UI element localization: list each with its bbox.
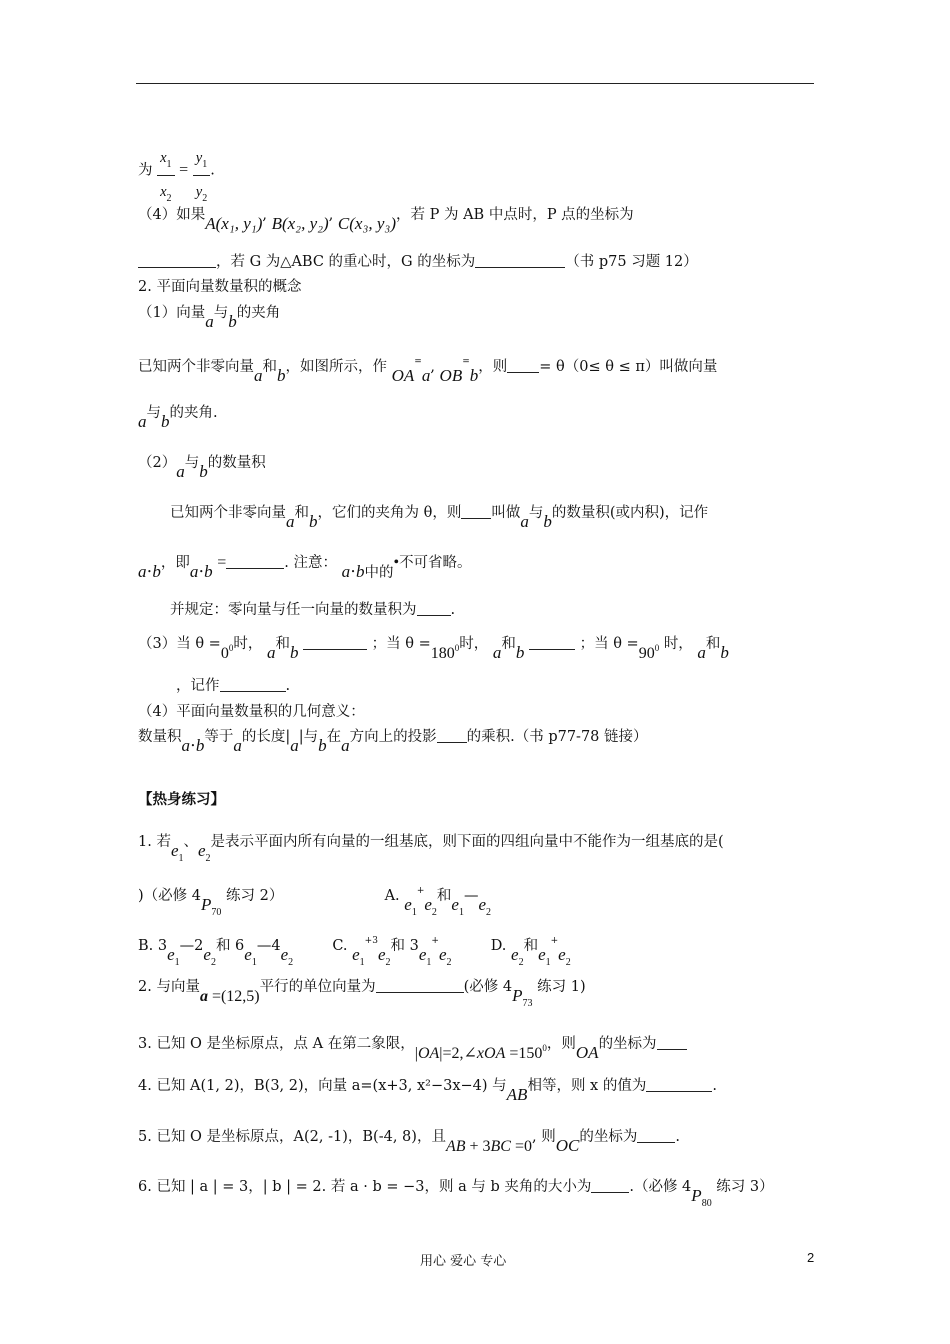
answer-blank[interactable] xyxy=(376,978,464,993)
option-a[interactable]: A. xyxy=(384,888,400,904)
answer-blank[interactable] xyxy=(437,728,467,743)
geometric-meaning-heading: （4）平面向量数量积的几何意义： xyxy=(138,704,365,720)
fraction-y: $\frac{y_1}{y_2}$ xyxy=(193,148,210,209)
option-d[interactable]: D. xyxy=(490,938,507,954)
text: （书 p75 习题 12） xyxy=(565,254,698,270)
question-2: 2. 与向量a =(12,5)平行的单位向量为 (必修 $4P_{73}$ 练习 1) xyxy=(138,979,586,1009)
answer-blank[interactable] xyxy=(657,1035,687,1050)
text: ，若 G 为△ABC 的重心时，G 的坐标为 xyxy=(216,254,476,270)
text: （4）如果 xyxy=(138,207,206,223)
question-1-options-a: )（必修 $4P_{70}$ 练习 2） A. $e_1^+e_2$和$e_1—e_2$ xyxy=(138,886,491,918)
answer-blank[interactable] xyxy=(461,504,491,519)
midpoint-line: （4）如果A(x₁, y₁), B(x₂, y₂), C(x₃, y₃)，若 P 为 AB 中点时，P 点的坐标为 xyxy=(138,207,634,233)
warmup-heading: 【热身练习】 xyxy=(138,791,225,808)
angle-definition-end: a与b的夹角. xyxy=(138,405,218,431)
answer-blank[interactable] xyxy=(591,1178,629,1193)
question-6: 6. 已知 | a | = 3，| b | = 2. 若 a · b = −3，则 a 与 b 夹角的大小为 .（必修 $4P_{80}$ 练习 3） xyxy=(138,1179,774,1209)
centroid-line xyxy=(138,252,698,272)
special-angles-line: （3）当 $\theta =0^0$时， a和b ；当 $\theta =180^0$时， a和b ；当 $\theta =90^0$ 时， a和b xyxy=(138,636,729,662)
answer-blank[interactable] xyxy=(226,554,284,569)
option-c[interactable]: C. xyxy=(332,938,348,954)
answer-blank[interactable] xyxy=(303,635,367,650)
answer-blank[interactable] xyxy=(475,253,565,268)
question-1-options-bcd: B. $3e_1—2e_2$和 $6e_1—4e_2$ C. $e_1^{+3}e_2$和 $3e_1^+e_2$ D. $e_2$和$e_1^+e_2$ xyxy=(138,936,571,968)
point-a: A(x₁, y₁) xyxy=(205,214,263,233)
answer-blank[interactable] xyxy=(646,1077,712,1092)
page-number: 2 xyxy=(807,1250,815,1265)
subheading-angle: （1）向量a与b的夹角 xyxy=(138,305,281,331)
subheading-dot-product: （2）a与b的数量积 xyxy=(138,455,266,481)
dot-product-definition: 已知两个非零向量a和b，它们的夹角为 θ，则 叫做a与b的数量积(或内积)，记作 xyxy=(170,505,709,531)
question-4: 4. 已知 A(1, 2)，B(3, 2)，向量 a=(x+3, x²−3x−4) 与AB相等，则 x 的值为 . xyxy=(138,1078,717,1104)
question-3: 3. 已知 O 是坐标原点，点 A 在第二象限，|OA|=2,∠xOA $=150^0$，则OA的坐标为 xyxy=(138,1028,687,1054)
option-b[interactable]: B. xyxy=(138,938,154,954)
point-c: C(x₃, y₃) xyxy=(337,214,396,233)
answer-blank[interactable] xyxy=(417,601,451,616)
footer-text: 用心 爱心 专心 xyxy=(420,1254,507,1269)
text: 为 xyxy=(138,162,153,179)
point-b: B(x₂, y₂) xyxy=(271,214,329,233)
fraction-line: 为 $\frac{x_1}{x_2}$ = $\frac{y_1}{y_2}$ . xyxy=(138,140,215,201)
text: ，若 P 为 AB 中点时，P 点的坐标为 xyxy=(396,207,634,223)
answer-blank[interactable] xyxy=(637,1128,675,1143)
notation-line: a⋅b，即a⋅b = . 注意： a⋅b中的•不可省略。 xyxy=(138,554,472,581)
answer-blank[interactable] xyxy=(138,253,216,268)
answer-blank[interactable] xyxy=(529,635,575,650)
answer-blank[interactable] xyxy=(220,677,286,692)
header-rule xyxy=(136,83,814,84)
fraction-x: $\frac{x_1}{x_2}$ xyxy=(157,148,174,209)
zero-vector-rule: 并规定：零向量与任一向量的数量积为 . xyxy=(170,602,456,618)
notation-perp: ，记作 . xyxy=(176,678,291,694)
section-heading: 2. 平面向量数量积的概念 xyxy=(138,279,302,295)
question-5: 5. 已知 O 是坐标原点，A(2, -1)，B(-4, 8)，且AB + 3BC =0, 则OC的坐标为 . xyxy=(138,1129,680,1155)
geometric-meaning-line: 数量积a⋅b等于a的长度|a|与b在a方向上的投影 的乘积.（书 p77-78 链接） xyxy=(138,729,648,755)
question-1: 1. 若$e_1$、$e_2$是表示平面内所有向量的一组基底，则下面的四组向量中不能作为一组基底的是( xyxy=(138,834,724,864)
answer-blank[interactable] xyxy=(507,358,539,373)
angle-definition: 已知两个非零向量a和b，如图所示，作 OA=a, OB=b，则 = θ（0≤ θ ≤ π）叫做向量 xyxy=(138,357,718,385)
